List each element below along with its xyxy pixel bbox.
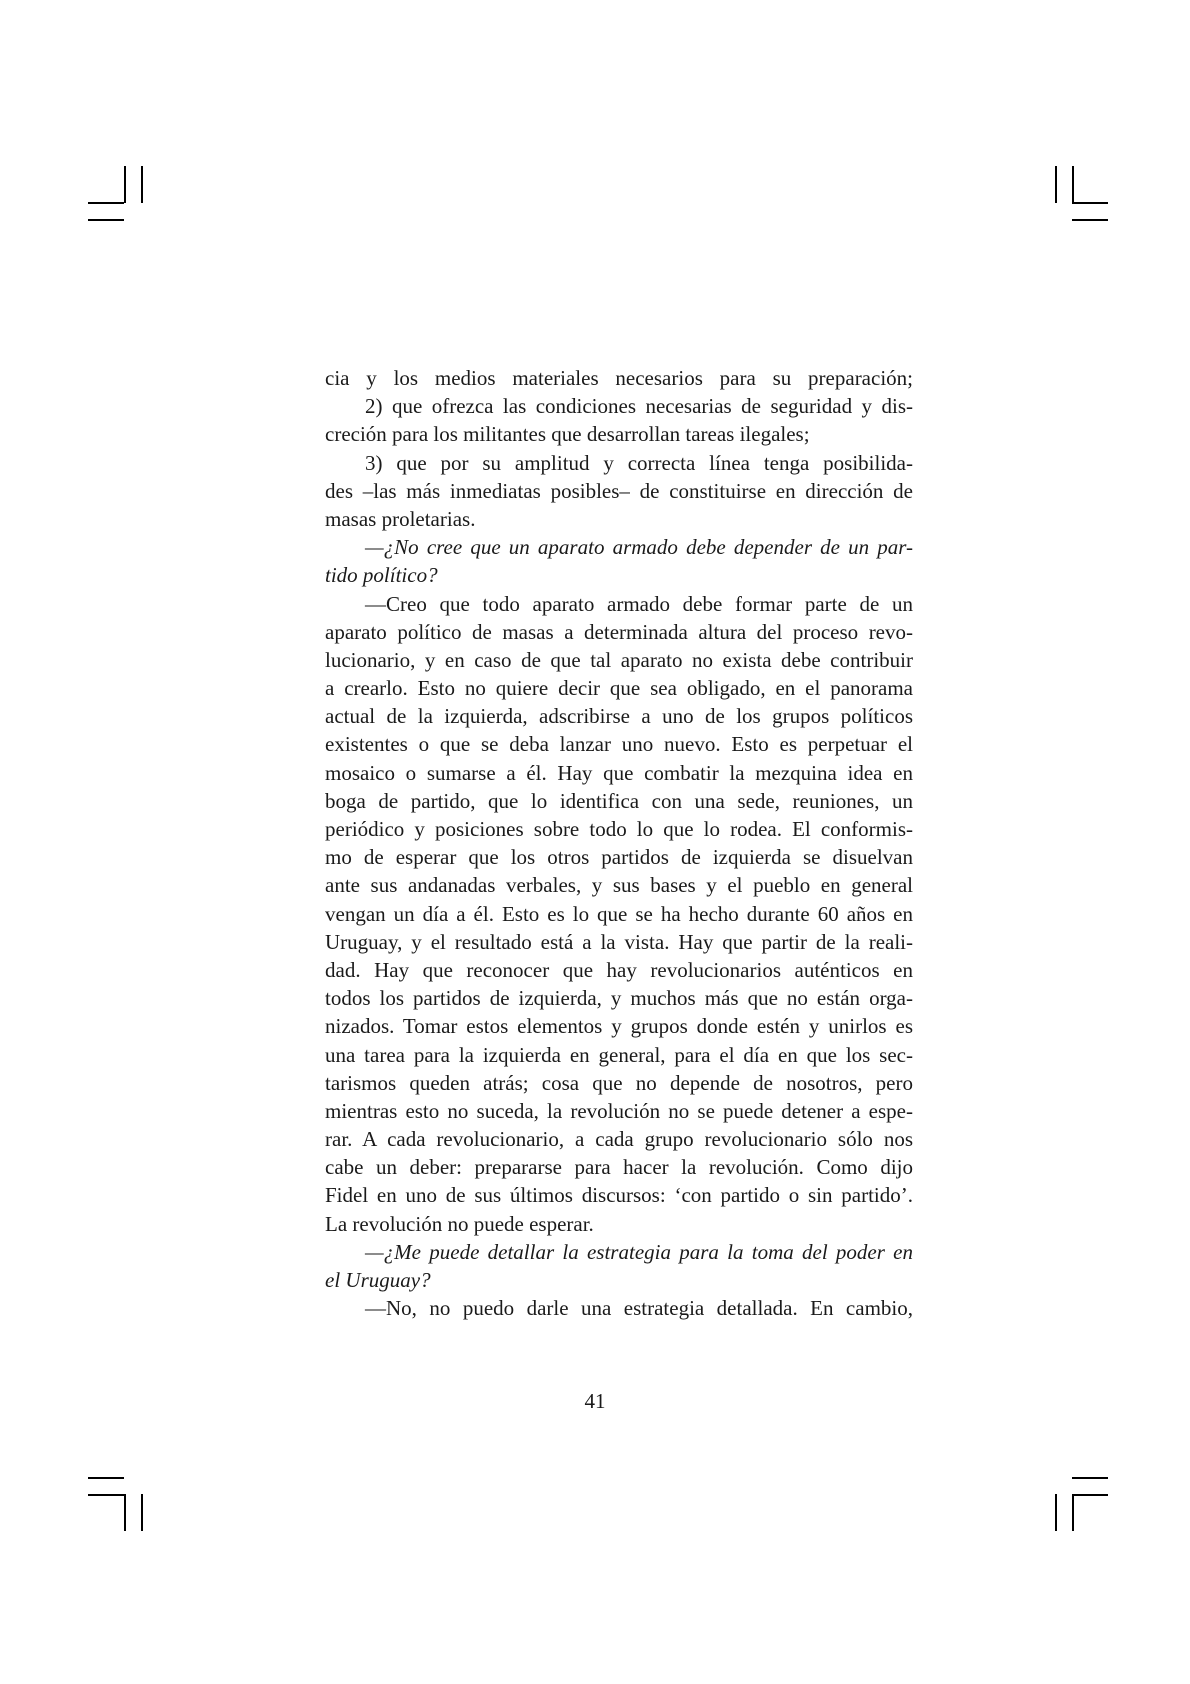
text-line: mientras esto no suceda, la revolución no se puede detener a espe- [325,1098,913,1123]
crop-mark [1072,219,1108,221]
text-line: Fidel en uno de sus últimos discursos: ‘con partido o sin partido’. [325,1183,913,1208]
text-line: La revolución no puede esperar. [325,1211,594,1236]
crop-mark [88,1494,124,1496]
page-text [325,364,913,1322]
crop-mark [88,1477,124,1479]
text-line: rar. A cada revolucionario, a cada grupo revolucionario sólo nos [325,1127,913,1152]
text-line: creción para los militantes que desarrollan tareas ilegales; [325,422,810,447]
crop-mark [1055,166,1057,203]
text-line: nizados. Tomar estos elementos y grupos donde estén y unirlos es [325,1014,913,1039]
question-line: el Uruguay? [325,1268,431,1292]
text-line: 2) que ofrezca las condiciones necesarias de seguridad y dis- [365,394,913,419]
text-line: actual de la izquierda, adscribirse a uno de los grupos políticos [325,704,913,729]
text-line: aparato político de masas a determinada altura del proceso revo- [325,619,913,644]
crop-mark [141,1494,143,1531]
text-line: cabe un deber: prepararse para hacer la revolución. Como dijo [325,1155,913,1180]
crop-mark [141,166,143,203]
text-line: una tarea para la izquierda en general, para el día en que los sec- [325,1042,913,1067]
crop-mark [124,1494,126,1531]
text-line: existentes o que se deba lanzar uno nuevo. Esto es perpetuar el [325,732,913,757]
crop-mark [1055,1494,1057,1531]
text-line: boga de partido, que lo identifica con una sede, reuniones, un [325,788,913,813]
crop-mark [124,166,126,203]
text-line: ante sus andanadas verbales, y sus bases y el pueblo en general [325,873,913,898]
question-line: —¿No cree que un aparato armado debe depender de un par- [365,535,913,560]
text-line: a crearlo. Esto no quiere decir que sea obligado, en el panorama [325,676,913,701]
text-line: todos los partidos de izquierda, y muchos más que no están orga- [325,986,913,1011]
crop-mark [1072,202,1108,204]
text-line: des –las más inmediatas posibles– de constituirse en dirección de [325,478,913,503]
text-line: 3) que por su amplitud y correcta línea tenga posibilida- [365,450,913,475]
text-line: mo de esperar que los otros partidos de izquierda se disuelvan [325,845,913,870]
crop-mark [1072,1494,1108,1496]
text-line: masas proletarias. [325,506,476,531]
crop-mark [88,219,124,221]
text-line: Uruguay, y el resultado está a la vista. Hay que partir de la reali- [325,929,913,954]
text-line: lucionario, y en caso de que tal aparato no exista debe contribuir [325,647,913,672]
text-line: —No, no puedo darle una estrategia detallada. En cambio, [365,1296,913,1321]
crop-mark [88,202,124,204]
crop-mark [1072,1494,1074,1531]
text-line: —Creo que todo aparato armado debe formar parte de un [365,591,913,616]
text-line: periódico y posiciones sobre todo lo que lo rodea. El conformis- [325,817,913,841]
question-line: tido político? [325,563,438,588]
text-line: vengan un día a él. Esto es lo que se ha hecho durante 60 años en [325,901,913,926]
question-line: —¿Me puede detallar la estrategia para la toma del poder en [365,1239,913,1264]
crop-mark [1072,166,1074,203]
text-line: dad. Hay que reconocer que hay revolucionarios auténticos en [325,957,913,982]
crop-mark [1072,1477,1108,1479]
text-line: cia y los medios materiales necesarios para su preparación; [325,366,913,390]
text-line: tarismos queden atrás; cosa que no depende de nosotros, pero [325,1070,913,1095]
text-line: mosaico o sumarse a él. Hay que combatir la mezquina idea en [325,760,913,785]
page-number: 41 [584,1389,606,1413]
